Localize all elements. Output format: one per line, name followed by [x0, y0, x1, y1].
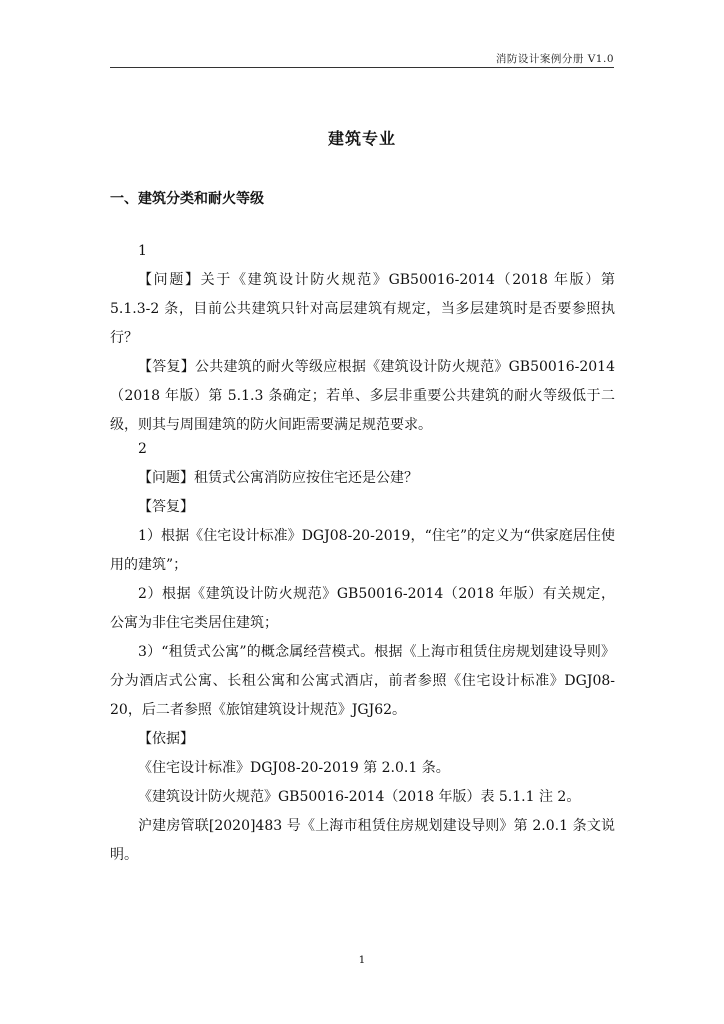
case-answer: 【答复】公共建筑的耐火等级应根据《建筑设计防火规范》GB50016-2014（2018 年版）第 5.1.3 条确定；若单、多层非重要公共建筑的耐火等级低于二级，则其与周围建筑的防火间距需要满足规范要求。	[110, 359, 615, 433]
section-heading: 一、建筑分类和耐火等级	[110, 191, 264, 207]
case-answer-label: 【答复】	[138, 499, 194, 515]
case-number: 1	[138, 243, 147, 259]
case-question: 【问题】租赁式公寓消防应按住宅还是公建？	[138, 470, 418, 486]
case-number: 2	[138, 441, 147, 457]
case-1	[110, 237, 615, 440]
case-question: 【问题】关于《建筑设计防火规范》GB50016-2014（2018 年版）第 5.1.3-2 条，目前公共建筑只针对高层建筑有规定，当多层建筑时是否要参照执行？	[110, 272, 615, 346]
case-basis-label: 【依据】	[138, 731, 194, 747]
case-2	[110, 435, 615, 870]
header-rule	[110, 67, 614, 68]
page-title: 建筑专业	[327, 129, 396, 148]
running-header: 消防设计案例分册 V1.0	[495, 53, 614, 65]
basis-item: 《建筑设计防火规范》GB50016-2014（2018 年版）表 5.1.1 注 2。	[138, 789, 581, 805]
answer-item: 1）根据《住宅设计标准》DGJ08-20-2019，“住宅”的定义为“供家庭居住使用的建筑”；	[110, 528, 615, 573]
basis-item: 沪建房管联[2020]483 号《上海市租赁住房规划建设导则》第 2.0.1 条文说明。	[110, 818, 615, 863]
page-number: 1	[358, 954, 366, 966]
basis-item: 《住宅设计标准》DGJ08-20-2019 第 2.0.1 条。	[138, 760, 450, 776]
answer-item: 2）根据《建筑设计防火规范》GB50016-2014（2018 年版）有关规定，公寓为非住宅类居住建筑；	[110, 586, 615, 631]
answer-item: 3）“租赁式公寓”的概念属经营模式。根据《上海市租赁住房规划建设导则》分为酒店式公寓、长租公寓和公寓式酒店，前者参照《住宅设计标准》DGJ08-20，后二者参照《旅馆建筑设计规范》JGJ62。	[110, 644, 615, 718]
